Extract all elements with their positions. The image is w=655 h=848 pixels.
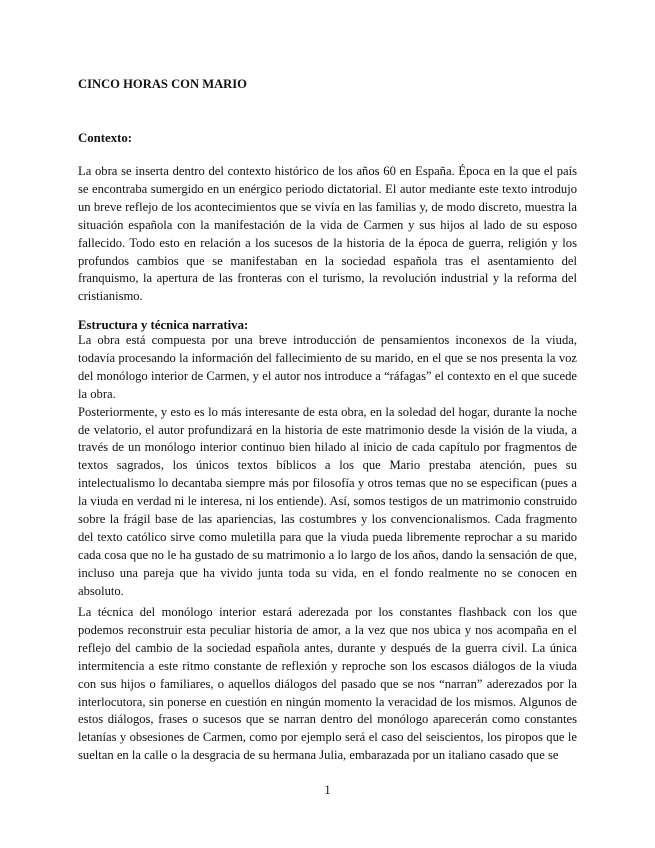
- page-number: 1: [324, 783, 331, 797]
- context-paragraph: La obra se inserta dentro del contexto histórico de los años 60 en España. Época en la que el país se encontraba sumergido en un enérgico periodo dictatorial. El autor mediante este texto introdujo un breve reflejo de los acontecimientos que se vivía en las familias y, de modo discreto, muestra la situación española con la manifestación de la vida de Carmen y sus hijos al lado de su esposo fallecido. Todo esto en relación a los sucesos de la historia de la época de guerra, religión y los profundos cambios que se manifestaban en la sociedad española tras el asentamiento del franquismo, la apertura de las fronteras con el turismo, la revolución industrial y la reforma del cristianismo.: [78, 164, 577, 304]
- section-heading-context: Contexto:: [78, 131, 133, 145]
- structure-paragraph-intro: La obra está compuesta por una breve introducción de pensamientos inconexos de la viuda, todavía procesando la información del fallecimiento de su marido, en el que se nos presenta la voz del monólogo interior de Carmen, y el autor nos introduce a “ráfagas” el contexto en el que sucede la obra.: [78, 333, 577, 401]
- structure-paragraph-block: [78, 332, 577, 601]
- section-heading-structure: Estructura y técnica narrativa:: [78, 318, 249, 332]
- structure-paragraph-development: Posteriormente, y esto es lo más interesante de esta obra, en la soledad del hogar, durante la noche de velatorio, el autor profundizará en la historia de este matrimonio desde la visión de la viuda, a través de un monólogo interior continuo bien hilado al inicio de cada capítulo por fragmentos de textos sagrados, los únicos textos bíblicos a los que Mario prestaba atención, pues su intelectualismo lo decantaba siempre más por filosofía y otros temas que no se especifican (pues a la viuda en verdad ni le interesa, ni los entiende). Así, somos testigos de un matrimonio construido sobre la frágil base de las apariencias, las costumbres y los convencionalismos. Cada fragmento del texto católico sirve como muletilla para que la viuda pueda libremente reprochar a su marido cada cosa que no le ha gustado de su matrimonio a lo largo de los años, dando la sensación de que, incluso una pareja que ha vivido junta toda su vida, en el fondo realmente no se conocen en absoluto.: [78, 404, 577, 598]
- document-title: CINCO HORAS CON MARIO: [78, 77, 247, 91]
- technique-paragraph: La técnica del monólogo interior estará aderezada por los constantes flashback con los que podemos reconstruir esta peculiar historia de amor, a la vez que nos ubica y nos acompaña en el reflejo del cambio de la sociedad española antes, durante y después de la guerra civil. La única intermitencia a este ritmo constante de reflexión y reproche son los escasos diálogos de la viuda con sus hijos o familiares, o aquellos diálogos del pasado que se nos “narran” aderezados por la interlocutora, sin ponerse en cuestión en ningún momento la veracidad de los mismos. Algunos de estos diálogos, frases o sucesos que se narran dentro del monólogo aparecerán como constantes letanías y obsesiones de Carmen, como por ejemplo será el caso del seiscientos, los piropos que le sueltan en la calle o la desgracia de su hermana Julia, embarazada por un italiano casado que se: [78, 605, 577, 763]
